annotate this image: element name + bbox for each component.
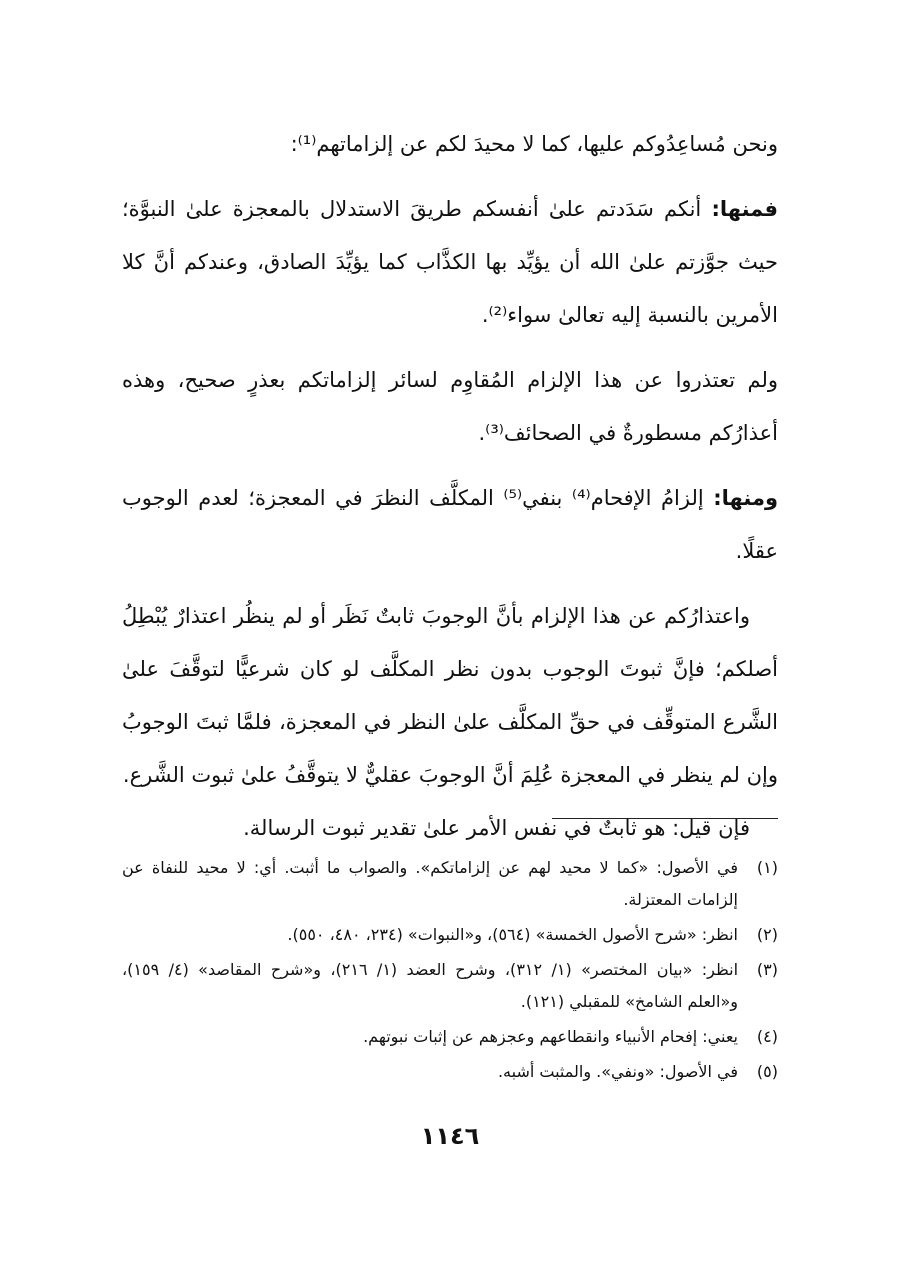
footnote-1 <box>122 852 778 916</box>
footnote-text: انظر: «شرح الأصول الخمسة» (٥٦٤)، و«النبوات» (٢٣٤، ٤٨٠، ٥٥٠). <box>287 925 738 944</box>
paragraph-2 <box>122 183 778 342</box>
footnote-5 <box>122 1056 778 1088</box>
footnote-number: (٤) <box>756 1027 778 1046</box>
footnote-2 <box>122 919 778 951</box>
paragraph-2-lead: فمنها: <box>711 197 778 221</box>
footnote-number: (٣) <box>756 960 778 979</box>
paragraph-6: فإن قيل: هو ثابتٌ في نفس الأمر علىٰ تقدير ثبوت الرسالة. <box>243 816 750 840</box>
footnote-text: في الأصول: «كما لا محيد لهم عن إلزاماتكم». والصواب ما أثبت. أي: لا محيد للنفاة عن إلزامات المعتزلة. <box>122 858 738 909</box>
footnote-text: يعني: إفحام الأنبياء وانقطاعهم وعجزهم عن إثبات نبوتهم. <box>363 1027 738 1046</box>
paragraph-4 <box>122 472 778 578</box>
footnote-number: (١) <box>756 858 778 877</box>
paragraph-1: ونحن مُساعِدُوكم عليها، كما لا محيدَ لكم عن إلزاماتهم⁽¹⁾: <box>290 132 778 156</box>
paragraph-5: واعتذارُكم عن هذا الإلزام بأنَّ الوجوبَ ثابتٌ نَظَر أو لم ينظُر اعتذارٌ يُبْطِلُ أصلكم؛ فإنَّ ثبوتَ الوجوب بدون نظر المكلَّف لو كان شرعيًّا لتوقَّفَ علىٰ الشَّرع المتوقِّف في حقِّ المكلَّف علىٰ النظر في المعجزة، فلمَّا ثبتَ الوجوبُ وإن لم ينظر في المعجزة عُلِمَ أنَّ الوجوبَ عقليٌّ لا يتوقَّفُ علىٰ ثبوت الشَّرع. <box>122 604 778 787</box>
footnotes <box>122 852 778 1091</box>
footnote-text: في الأصول: «ونفي». والمثبت أشبه. <box>497 1062 738 1081</box>
main-text <box>122 118 778 855</box>
footnote-4 <box>122 1021 778 1053</box>
page-number: ١١٤٦ <box>420 1122 480 1150</box>
footnote-text: انظر: «بيان المختصر» (١/ ٣١٢)، وشرح العضد (١/ ٢١٦)، و«شرح المقاصد» (٤/ ١٥٩)، و«العلم الشامخ» للمقبلي (١٢١). <box>122 960 739 1011</box>
paragraph-2-text: أنكم سَدَدتم علىٰ أنفسكم طريقَ الاستدلال بالمعجزة علىٰ النبوَّة؛ حيث جوَّزتم علىٰ الله أن يؤيِّد بها الكذَّاب كما يؤيِّدَ الصادق، وعندكم أنَّ كلا الأمرين بالنسبة إليه تعالىٰ سواء⁽²⁾. <box>122 197 778 327</box>
footnote-divider <box>552 818 778 819</box>
paragraph-4-text: إلزامُ الإفحام⁽⁴⁾ بنفي⁽⁵⁾ المكلَّف النظرَ في المعجزة؛ لعدم الوجوب عقلًا. <box>122 486 778 563</box>
footnote-3 <box>122 954 778 1018</box>
paragraph-4-lead: ومنها: <box>713 486 778 510</box>
paragraph-3: ولم تعتذروا عن هذا الإلزام المُقاوِم لسائر إلزاماتكم بعذرٍ صحيح، وهذه أعذارُكم مسطورةٌ في الصحائف⁽³⁾. <box>122 368 778 445</box>
footnote-number: (٥) <box>756 1062 778 1081</box>
footnote-number: (٢) <box>756 925 778 944</box>
